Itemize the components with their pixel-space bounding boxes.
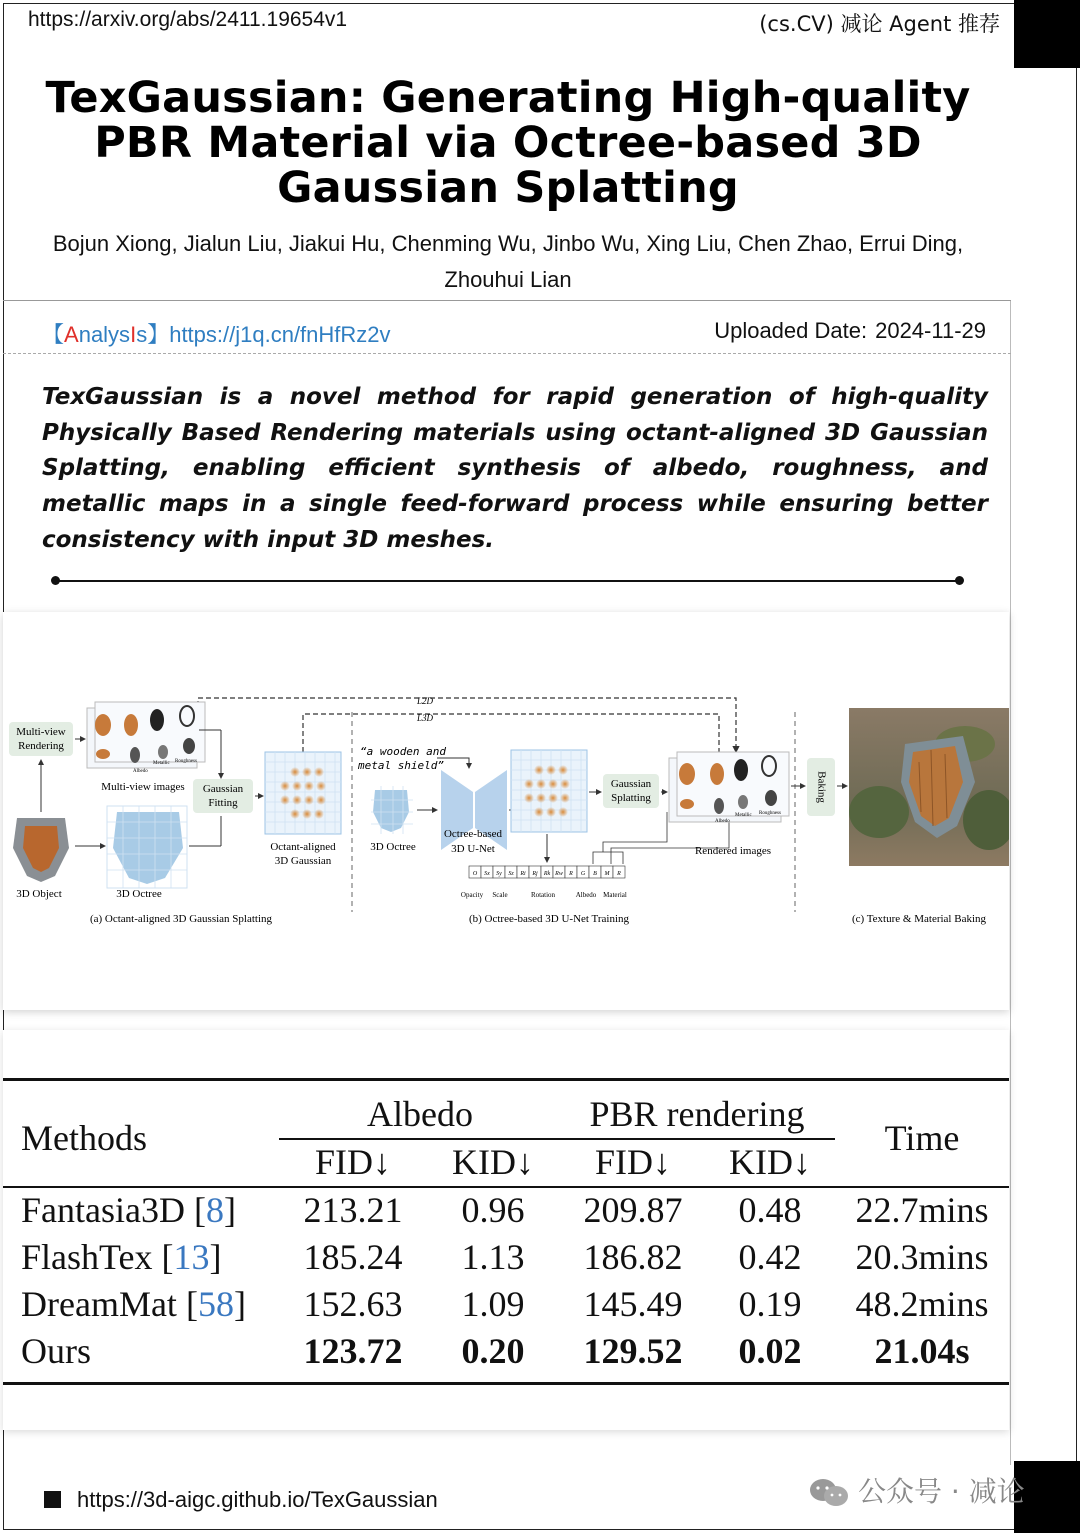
method-figure [3,612,1009,1010]
svg-text:Baking: Baking [815,771,828,803]
col-pbr: PBR rendering [589,1094,805,1134]
svg-text:Metallic: Metallic [153,761,170,766]
paper-authors: Bojun Xiong, Jialun Liu, Jiakui Hu, Chenming Wu, Jinbo Wu, Xing Liu, Chen Zhao, Errui Ding, Zhouhui Lian [52,231,964,292]
wechat-icon [808,1477,850,1507]
table-bottom-rule [3,1382,1009,1385]
svg-text:Material: Material [603,891,627,899]
octree-unet-label: Octree-based [443,828,503,840]
table-cell: 20.3mins [855,1237,989,1277]
loss-2d-path [198,698,736,752]
citation-link[interactable]: 8 [205,1190,224,1230]
text-prompt: “a wooden and [359,745,447,758]
svg-text:Fitting: Fitting [208,797,238,809]
table-cell: 0.19 [738,1284,802,1324]
pbr-underline [559,1138,835,1140]
table-header-rule [3,1186,1009,1188]
predicted-gaussian-grid [511,750,587,832]
table-row-method: Ours [21,1331,91,1371]
svg-text:Albedo: Albedo [133,769,148,774]
upload-date: Uploaded Date: 2024-11-29 [714,318,986,343]
analysis-url[interactable]: https://j1q.cn/fnHfRz2v [169,322,391,347]
arxiv-url[interactable]: https://arxiv.org/abs/2411.19654v1 [28,8,348,31]
svg-text:Albedo: Albedo [575,891,597,899]
table-cell: 213.21 [303,1190,403,1230]
bullet-square-icon [44,1491,61,1508]
3d-octree-shield [107,806,187,888]
octant-aligned-label: Octant-aligned [270,841,336,853]
param-cell-label: R [617,871,621,877]
table-cell: 0.42 [738,1237,802,1277]
baked-result-photo [849,708,1009,866]
svg-text:Roughness: Roughness [175,759,197,764]
summary-text: TexGaussian is a novel method for rapid generation of high-quality Physically Based Rendering materials using octant-aligned 3D Gaussian Splatting, enabling efficient synthesis of albedo, roughness, and metallic maps in a single feed-forward process while ensuring better consistency with input 3D meshes. [42,384,988,553]
table-cell: 0.02 [738,1331,802,1371]
table-cell: 0.48 [738,1190,802,1230]
table-row-method: FlashTex [13] [21,1237,222,1277]
loss-3d-label: L3D [417,713,434,723]
param-cell-label: Sz [508,871,514,877]
citation-link[interactable]: 13 [173,1237,210,1277]
table-row-method: DreamMat [58] [21,1284,246,1324]
3d-object-shield [13,818,69,882]
col-albedo-fid: FID↓ [314,1142,391,1182]
table-cell: 209.87 [583,1190,683,1230]
col-time: Time [884,1118,960,1158]
table-cell: 1.13 [461,1237,525,1277]
divider-dot-left [51,576,60,585]
svg-text:Albedo: Albedo [715,819,730,824]
watermark: 公众号 · 减论 [808,1470,1025,1510]
right-margin-rule [1010,300,1011,1465]
svg-text:3D Gaussian: 3D Gaussian [274,855,332,867]
col-albedo-kid: KID↓ [452,1142,534,1182]
3d-octree-small [371,786,413,834]
col-pbr-kid: KID↓ [729,1142,811,1182]
col-pbr-fid: FID↓ [594,1142,671,1182]
caption-a: (a) Octant-aligned 3D Gaussian Splatting [89,913,273,925]
table-cell: 123.72 [303,1331,403,1371]
divider-dot-right [955,576,964,585]
svg-text:Scale: Scale [492,891,508,899]
citation-link[interactable]: 58 [197,1284,234,1324]
svg-text:Rendering: Rendering [18,740,64,752]
loss-2d-label: L2D [417,696,434,706]
param-cell-label: M [604,871,610,877]
param-cell-label: O [472,871,478,877]
table-cell: 186.82 [583,1237,683,1277]
col-albedo: Albedo [367,1094,473,1134]
col-methods: Methods [21,1118,147,1158]
param-cell-label: G [580,871,586,877]
param-cell-label: Rw [555,871,563,877]
pipeline-diagram [3,612,1009,1010]
albedo-underline [279,1138,561,1140]
rendered-images-thumbs [669,752,789,824]
table-cell: 48.2mins [855,1284,989,1324]
rendered-images-label: Rendered images [694,845,772,857]
octant-gaussian-grid [265,752,341,834]
corner-block-top [1014,0,1080,68]
3d-object-label: 3D Object [16,888,62,900]
param-cell-label: Rk [543,871,551,877]
gaussian-param-vector [469,866,625,878]
meta-divider [3,353,1011,354]
svg-text:Splatting: Splatting [611,792,651,804]
table-top-rule [3,1078,1009,1081]
table-row-method: Fantasia3D [8] [21,1190,236,1230]
param-cell-label: R [569,871,573,877]
analysis-link[interactable]: 【AnalysIs】https://j1q.cn/fnHfRz2v [42,322,391,347]
svg-text:metal shield”: metal shield” [357,759,445,772]
table-cell: 0.96 [461,1190,525,1230]
param-cell-label: Ri [520,871,526,877]
table-cell: 0.20 [461,1331,525,1371]
header-divider [3,300,1011,301]
table-cell: 185.24 [303,1237,403,1277]
section-divider [55,580,960,582]
svg-text:3D U-Net: 3D U-Net [451,843,495,855]
caption-c: (c) Texture & Material Baking [851,913,987,925]
svg-text:Roughness: Roughness [759,811,781,816]
svg-text:Multi-view: Multi-view [16,726,66,738]
table-cell: 129.52 [583,1331,683,1371]
table-cell: 1.09 [461,1284,525,1324]
results-table [3,1030,1009,1430]
param-cell-label: B [593,871,597,877]
svg-text:Opacity: Opacity [460,891,484,899]
param-cell-label: Sy [496,871,502,877]
param-cell-label: Rj [532,871,538,877]
svg-text:Rotation: Rotation [530,891,556,899]
3d-octree-label: 3D Octree [116,888,162,900]
3d-octree-b-label: 3D Octree [370,841,416,853]
svg-text:Gaussian: Gaussian [202,783,244,795]
multi-view-images-thumbs [87,702,205,774]
table-cell: 145.49 [583,1284,683,1324]
table-cell: 22.7mins [855,1190,989,1230]
caption-b: (b) Octree-based 3D U-Net Training [468,913,630,925]
svg-text:Metallic: Metallic [735,813,752,818]
multi-view-images-label: Multi-view images [101,781,185,793]
category-tag: (cs.CV) 减论 Agent 推荐 [759,12,1000,36]
paper-title: TexGaussian: Generating High-quality PBR Material via Octree-based 3D Gaussian Splatting [45,73,971,213]
svg-text:Gaussian: Gaussian [610,778,652,790]
table-cell: 21.04s [874,1331,970,1371]
table-cell: 152.63 [303,1284,403,1324]
project-link[interactable]: https://3d-aigc.github.io/TexGaussian [44,1487,438,1513]
param-cell-label: Sx [484,871,490,877]
